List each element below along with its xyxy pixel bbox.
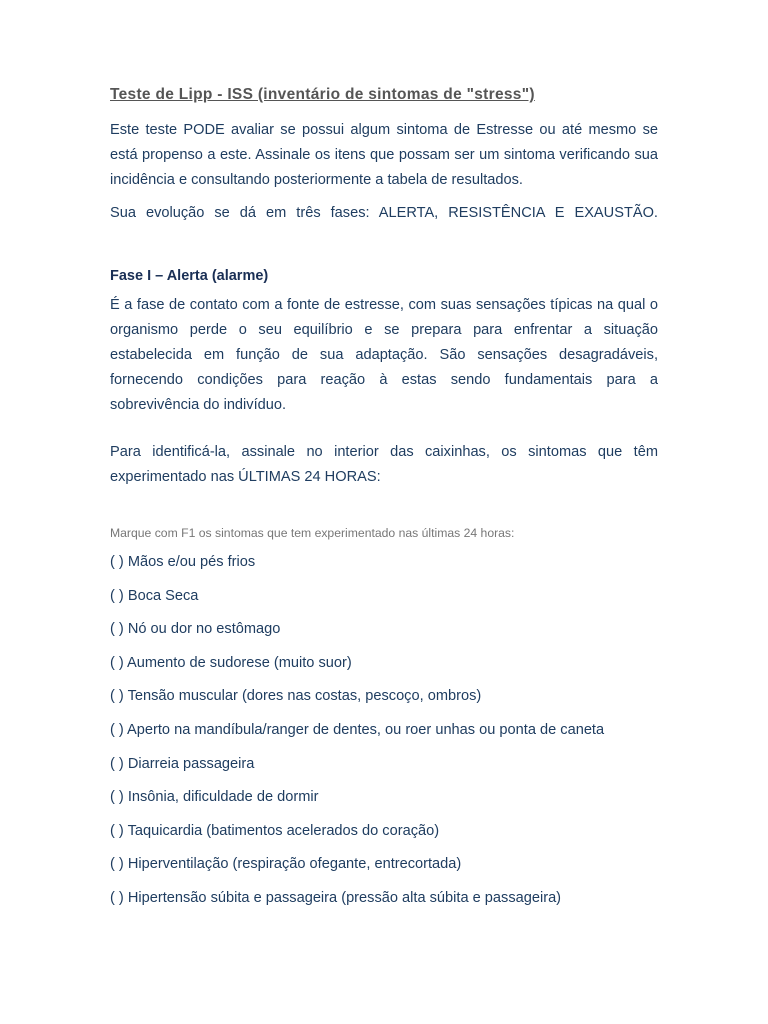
symptom-checkbox[interactable]: ( ) (110, 856, 124, 873)
symptom-item[interactable] (110, 714, 658, 748)
marking-note: Marque com F1 os sintomas que tem experimentado nas últimas 24 horas: (110, 526, 515, 540)
symptom-item[interactable] (110, 680, 658, 714)
symptom-item[interactable] (110, 815, 658, 849)
symptom-label: Mãos e/ou pés frios (127, 554, 256, 570)
symptom-item[interactable] (110, 647, 658, 681)
symptom-item[interactable] (110, 580, 658, 614)
symptom-label: Taquicardia (batimentos acelerados do coração) (127, 822, 440, 839)
symptom-label: Hiperventilação (respiração ofegante, entrecortada) (127, 856, 462, 873)
symptom-item[interactable] (110, 848, 658, 882)
symptom-label: Boca Seca (127, 587, 199, 604)
symptom-checkbox[interactable]: ( ) (110, 789, 124, 806)
symptom-checkbox[interactable]: ( ) (110, 587, 124, 604)
symptom-label: Hipertensão súbita e passageira (pressão alta súbita e passageira) (127, 889, 562, 906)
symptom-item[interactable] (110, 546, 658, 580)
symptom-checkbox[interactable]: ( ) (110, 654, 124, 671)
document-title: Teste de Lipp - ISS (inventário de sintomas de "stress") (110, 86, 535, 103)
symptom-label: Diarreia passageira (127, 755, 255, 772)
symptom-item[interactable] (110, 613, 658, 647)
symptom-checkbox[interactable]: ( ) (110, 889, 124, 906)
symptom-checkbox[interactable]: ( ) (110, 554, 124, 570)
symptom-label: Aumento de sudorese (muito suor) (127, 654, 352, 671)
phase1-description: É a fase de contato com a fonte de estresse, com suas sensações típicas na qual o organismo perde o seu equilíbrio e se prepara para enfrentar a situação estabelecida em função de sua adaptação. São sensações desagradáveis, fornecendo condições para reação à estas sendo fundamentais para a sobrevivência do indivíduo. (110, 297, 658, 413)
phase1-instruction: Para identificá-la, assinale no interior das caixinhas, os sintomas que têm experimentado nas ÚLTIMAS 24 HORAS: (110, 444, 658, 485)
symptom-item[interactable] (110, 748, 658, 782)
document-body (110, 84, 658, 916)
symptom-label: Aperto na mandíbula/ranger de dentes, ou roer unhas ou ponta de caneta (127, 721, 605, 738)
symptom-checkbox[interactable]: ( ) (110, 621, 124, 638)
symptom-list (110, 546, 658, 916)
symptom-label: Insônia, dificuldade de dormir (127, 789, 319, 806)
symptom-item[interactable] (110, 781, 658, 815)
phase1-heading: Fase I – Alerta (alarme) (110, 268, 269, 284)
symptom-checkbox[interactable]: ( ) (110, 721, 124, 738)
phases-paragraph: Sua evolução se dá em três fases: ALERTA, RESISTÊNCIA E EXAUSTÃO. (110, 205, 658, 221)
symptom-item[interactable] (110, 882, 658, 916)
symptom-checkbox[interactable]: ( ) (110, 755, 124, 772)
symptom-checkbox[interactable]: ( ) (110, 822, 124, 839)
intro-paragraph: Este teste PODE avaliar se possui algum sintoma de Estresse ou até mesmo se está propenso a este. Assinale os itens que possam ser um sintoma verificando sua incidência e consultando posteriormente a tabela de resultados. (110, 122, 658, 188)
symptom-label: Tensão muscular (dores nas costas, pescoço, ombros) (127, 688, 482, 705)
symptom-checkbox[interactable]: ( ) (110, 688, 124, 705)
symptom-label: Nó ou dor no estômago (127, 621, 281, 638)
